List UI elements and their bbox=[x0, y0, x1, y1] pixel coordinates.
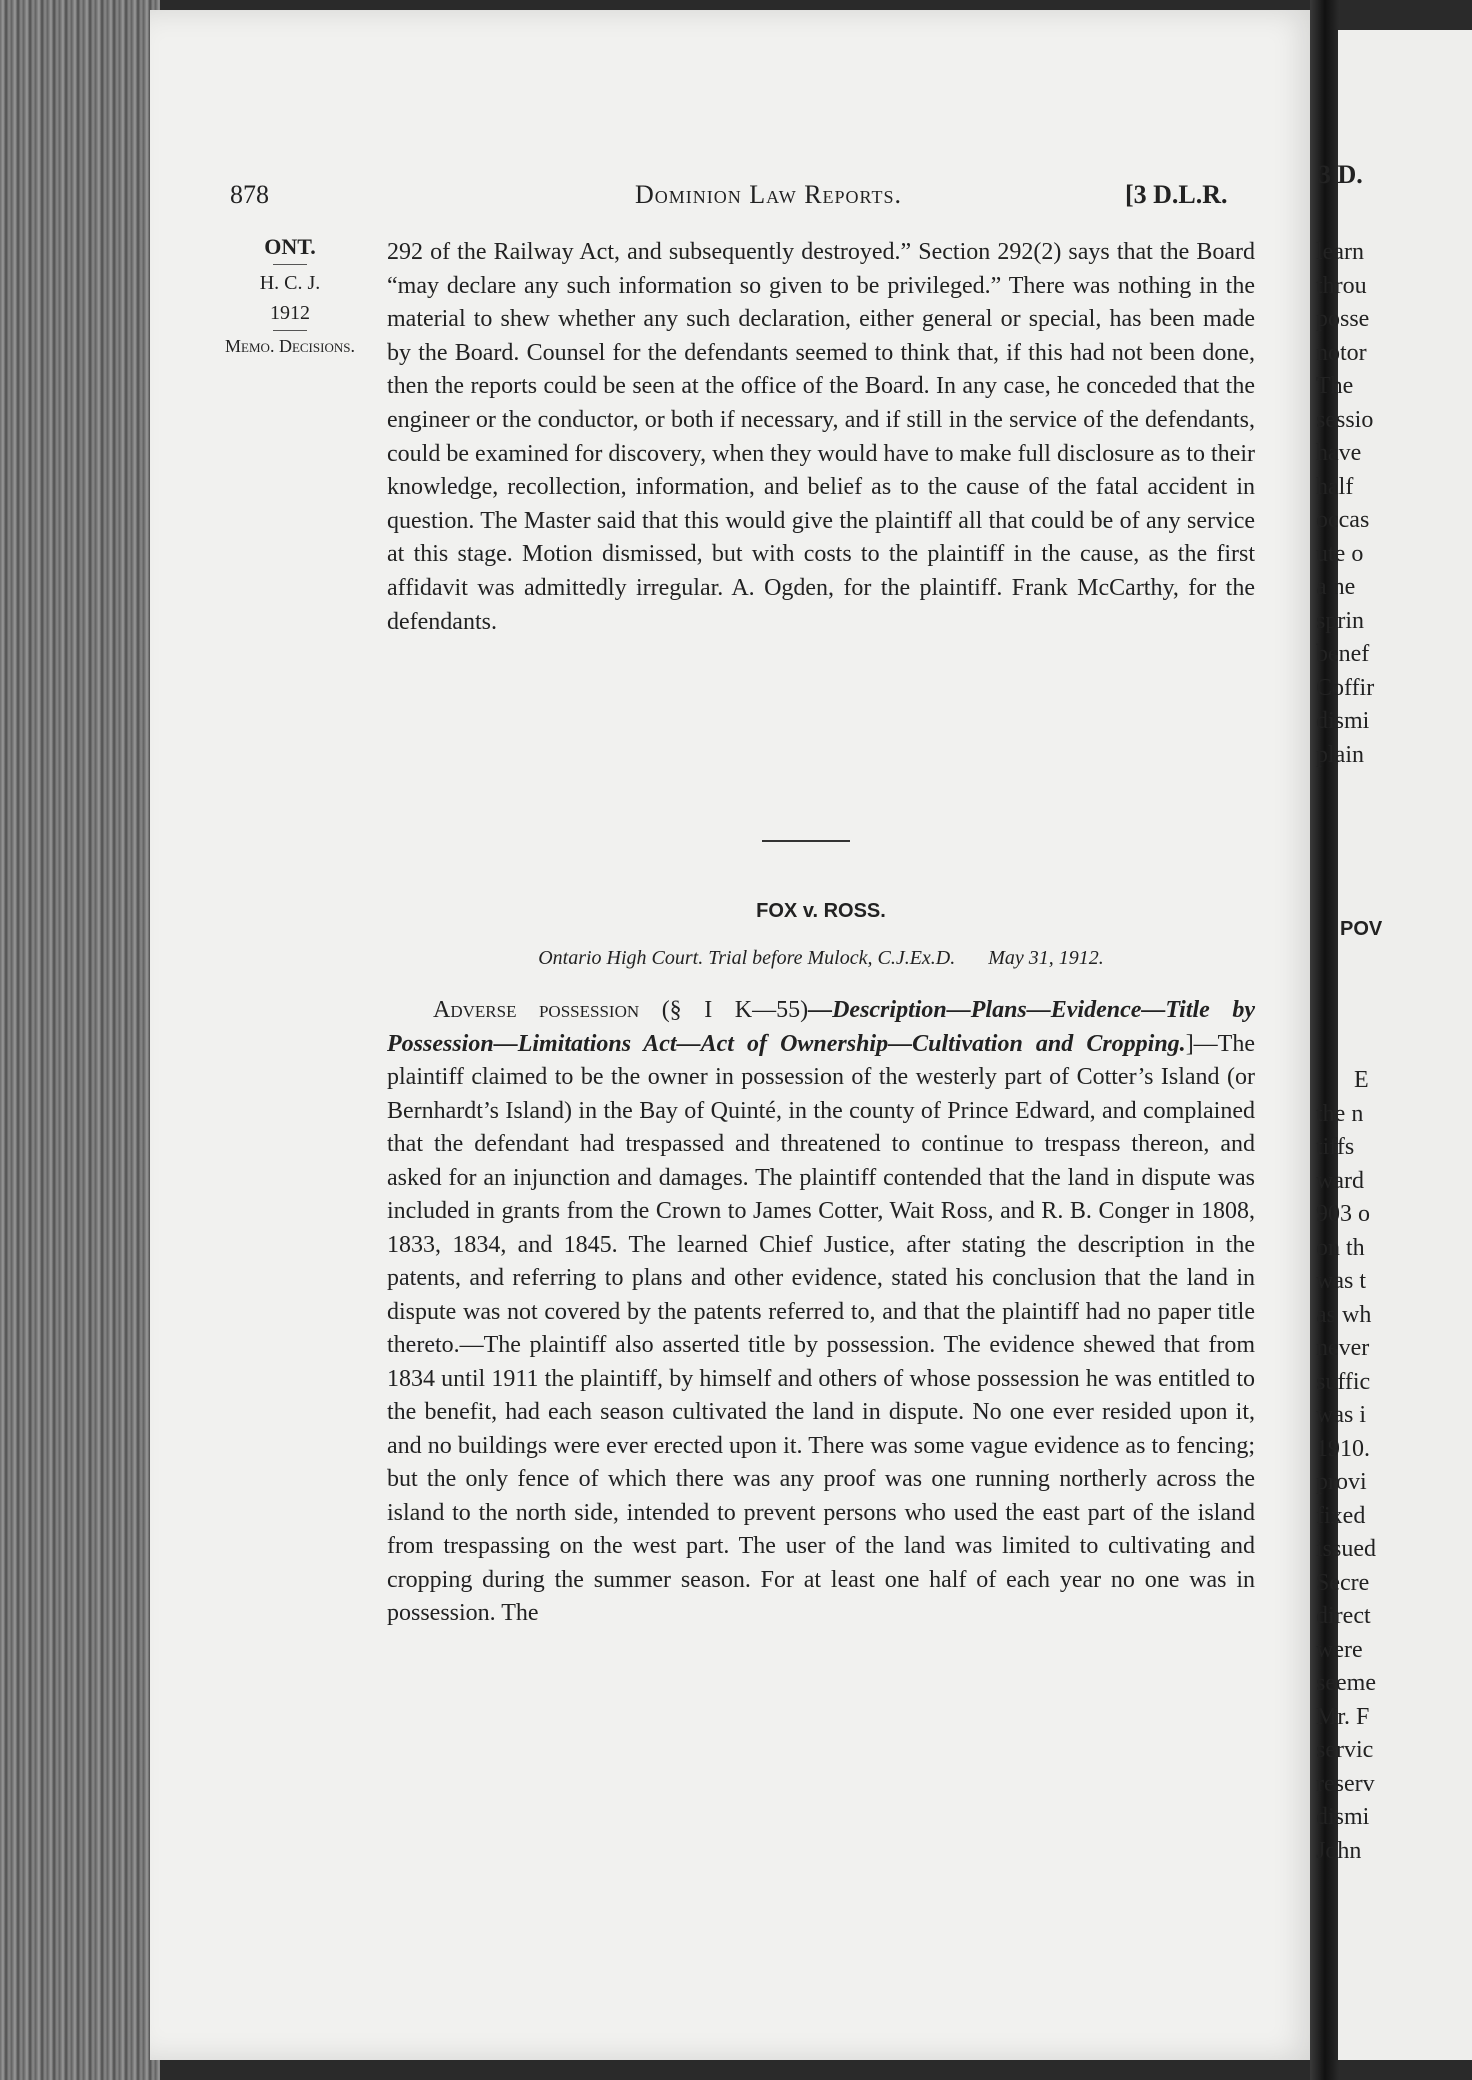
text-line: 1910. bbox=[1316, 1435, 1370, 1462]
running-citation: [3 D.L.R. bbox=[1125, 180, 1228, 209]
margin-jurisdiction: ONT. bbox=[264, 234, 316, 259]
text-line: benef bbox=[1316, 641, 1370, 667]
section-divider bbox=[762, 840, 850, 842]
text-line: sprin bbox=[1316, 607, 1364, 634]
text-line: The bbox=[1316, 373, 1354, 399]
text-line: was t bbox=[1316, 1268, 1366, 1294]
right-page-bottom-column bbox=[1316, 1064, 1376, 1868]
text-line: provi bbox=[1316, 1469, 1367, 1495]
right-page-top-column bbox=[1316, 236, 1374, 772]
court-and-judge: Ontario High Court. Trial before Mulock, C.J.Ex.D. bbox=[538, 947, 956, 969]
text-line: ward bbox=[1316, 1167, 1364, 1194]
text-line: Secre bbox=[1316, 1569, 1370, 1596]
text-line: have bbox=[1316, 440, 1362, 466]
text-line: as wh bbox=[1316, 1301, 1372, 1328]
book-page-edges bbox=[0, 0, 160, 2080]
headnote-topic: Adverse possession bbox=[433, 997, 640, 1023]
text-line: sessio bbox=[1316, 406, 1374, 433]
margin-notes bbox=[200, 232, 380, 358]
text-line: seeme bbox=[1316, 1670, 1376, 1696]
text-line: 903 o bbox=[1316, 1201, 1370, 1227]
left-page bbox=[150, 10, 1320, 2060]
text-line: John bbox=[1316, 1837, 1362, 1864]
text-line: the n bbox=[1316, 1100, 1364, 1127]
text-line: reserv bbox=[1316, 1770, 1375, 1797]
memo-decision-paragraph: 292 of the Railway Act, and subsequently destroyed.” Section 292(2) says that the Board “may declare any such information so given to be privileged.” There was nothing in the material to shew whether any such declaration, either general or special, has been made by the Board. Counsel for the defendants seemed to think that, if this had not been done, then the reports could be seen at the office of the Board. In any case, he conceded that the engineer or the conductor, or both if necessary, and if still in the service of the defendants, could be examined for discovery, when they would have to make full disclosure as to their knowledge, recollection, information, and belief as to the cause of the fatal accident in question. The Master said that this would give the plaintiff all that could be of any service at this stage. Motion dismissed, but with costs to the plaintiff in the cause, as the first affidavit was admittedly irregular. A. Ogden, for the plaintiff. Frank McCarthy, for the defendants. bbox=[387, 239, 1255, 635]
text-line: throu bbox=[1316, 272, 1367, 299]
text-line: a ne bbox=[1316, 574, 1356, 600]
case-body: ]—The plaintiff claimed to be the owner in possession of the westerly part of Cotter’s Island (or Bernhardt’s Island) in the Bay of Quinté, in the county of Prince Edward, and complained that the defendant had trespassed and threatened to continue to trespass thereon, and asked for an injunction and damages. The plaintiff contended that the land in dispute was included in grants from the Crown to James Cotter, Wait Ross, and R. B. Conger in 1808, 1833, 1834, and 1845. The learned Chief Justice, after stating the description in the patents, and referring to plans and other evidence, stated his conclusion that the land in dispute was not covered by the patents referred to, and that the plaintiff had no paper title thereto.—The plaintiff also asserted title by possession. The evidence shewed that from 1834 until 1911 the plaintiff, by himself and others of whose possession he was entitled to the benefit, had each season cultivated the land in dispute. No one ever resided upon it, and no buildings were ever erected upon it. There was some vague evidence as to fencing; but the only fence of which there was any proof was one running northerly across the island to the north side, intended to prevent persons who used the east part of the island from trespassing on the west part. The user of the land was limited to cultivating and cropping during the summer season. For at least one half of each year no one was in possession. The bbox=[387, 1030, 1255, 1626]
headnote-section: (§ I K—55) bbox=[661, 997, 809, 1023]
text-line: E bbox=[1354, 1067, 1369, 1093]
case-headnote-paragraph bbox=[387, 994, 1255, 1631]
margin-year: 1912 bbox=[270, 302, 310, 324]
case-title: FOX v. ROSS. bbox=[756, 900, 886, 922]
margin-rule bbox=[273, 264, 307, 265]
text-line: plain bbox=[1316, 741, 1364, 768]
text-line: ute o bbox=[1316, 540, 1364, 567]
text-line: was i bbox=[1316, 1402, 1366, 1428]
text-line: issued bbox=[1316, 1536, 1376, 1562]
text-line: Coffir bbox=[1316, 674, 1375, 701]
text-line: dismi bbox=[1316, 1804, 1370, 1830]
text-line: notor bbox=[1316, 339, 1367, 366]
text-line: servic bbox=[1316, 1737, 1374, 1763]
text-line: never bbox=[1316, 1335, 1370, 1361]
text-line: learn bbox=[1316, 239, 1364, 265]
right-page-header: 3 D. bbox=[1318, 160, 1363, 189]
text-line: half bbox=[1316, 473, 1354, 500]
right-page bbox=[1316, 30, 1472, 2060]
headnote-description: —Description—Plans—Evidence—Title by Possession—Limitations Act—Act of Ownership—Cultivation and Cropping. bbox=[387, 997, 1256, 1057]
margin-rule bbox=[273, 330, 307, 331]
text-line: were bbox=[1316, 1636, 1363, 1663]
running-title: Dominion Law Reports. bbox=[635, 180, 902, 209]
court-line bbox=[387, 947, 1255, 970]
page-number: 878 bbox=[230, 180, 269, 209]
text-line: fixed bbox=[1316, 1502, 1366, 1529]
text-line: dismi bbox=[1316, 708, 1370, 734]
text-line: suffic bbox=[1316, 1368, 1371, 1395]
right-page-case-title-fragment: POV bbox=[1340, 918, 1383, 940]
decision-date: May 31, 1912. bbox=[988, 947, 1104, 969]
text-line: direct bbox=[1316, 1603, 1371, 1629]
text-line: posse bbox=[1316, 306, 1370, 332]
margin-section: Memo. Decisions. bbox=[225, 336, 355, 356]
text-line: on th bbox=[1316, 1234, 1365, 1261]
margin-court: H. C. J. bbox=[259, 272, 321, 294]
text-line: occas bbox=[1316, 507, 1370, 533]
text-line: tiffs bbox=[1316, 1134, 1355, 1160]
text-line: Mr. F bbox=[1316, 1703, 1370, 1730]
